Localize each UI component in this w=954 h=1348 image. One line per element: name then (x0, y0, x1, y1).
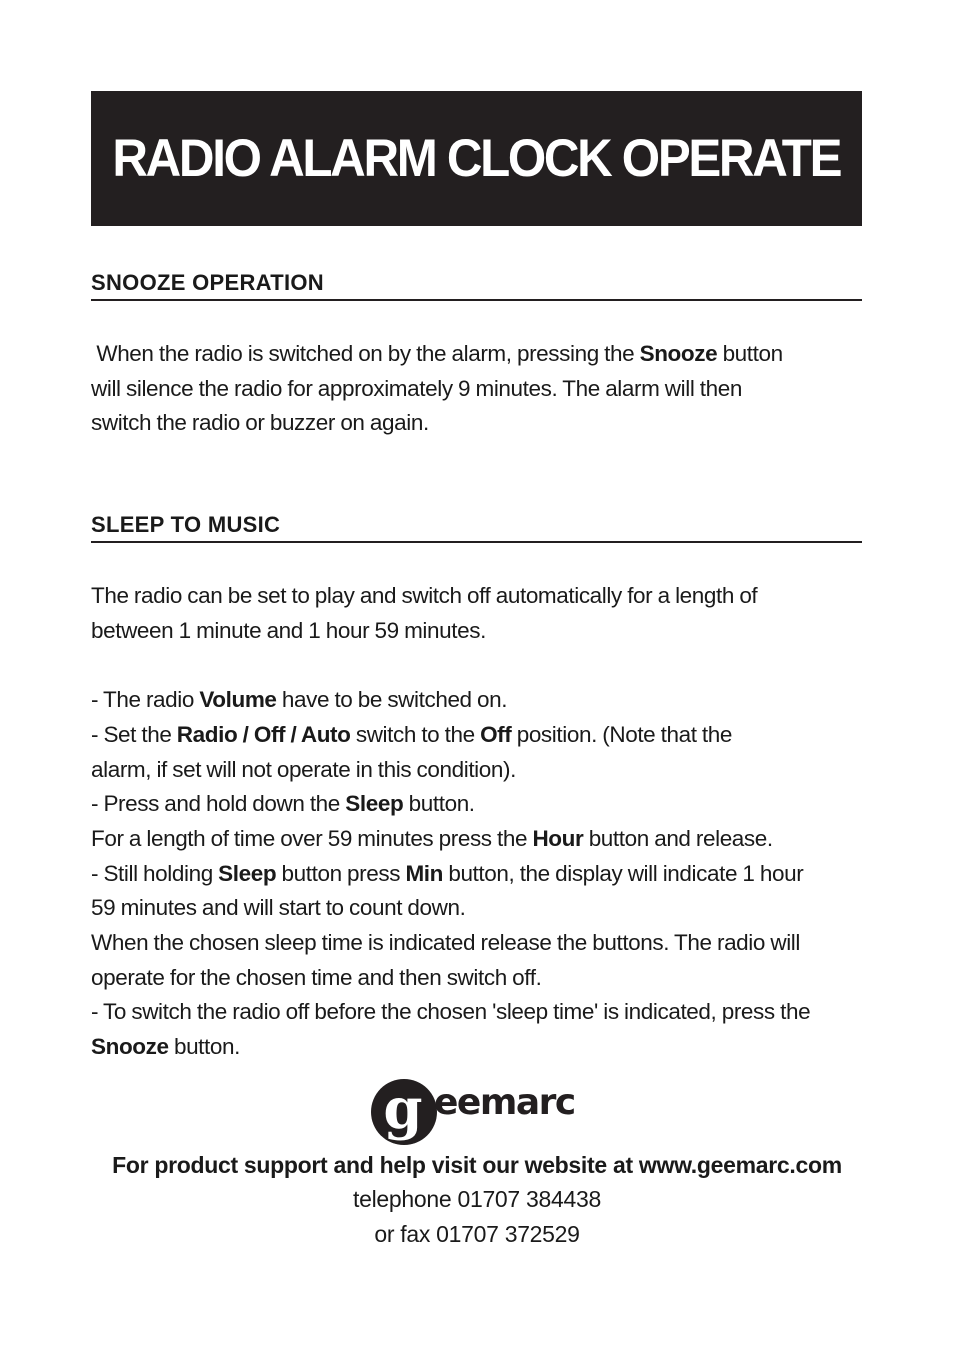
sleep-step-release: When the chosen sleep time is indicated release the buttons. The radio will (91, 930, 801, 956)
title-banner (91, 91, 862, 226)
snooze-body (91, 337, 881, 441)
fax-text: or fax 01707 372529 (374, 1221, 580, 1247)
sleep-intro-2: between 1 minute and 1 hour 59 minutes. (91, 617, 486, 643)
sleep-step-switch: - Set the Radio / Off / Auto switch to the Off position. (Note that the (91, 721, 732, 747)
page-title: RADIO ALARM CLOCK OPERATE (112, 129, 841, 188)
telephone-text: telephone 01707 384438 (353, 1186, 601, 1212)
sleep-step-switch-note: alarm, if set will not operate in this condition). (91, 756, 516, 782)
sleep-step-snooze: Snooze button. (91, 1034, 240, 1060)
logo-g: g (383, 1076, 423, 1142)
sleep-step-min: - Still holding Sleep button press Min button, the display will indicate 1 hour (91, 860, 804, 886)
sleep-step-volume: - The radio Volume have to be switched on. (91, 687, 508, 713)
section-heading-snooze: SNOOZE OPERATION (91, 270, 862, 301)
spacer (91, 648, 881, 683)
geemarc-logo (370, 1076, 600, 1148)
snooze-line-1: When the radio is switched on by the alarm, pressing the Snooze button (96, 341, 783, 366)
sleep-body (91, 579, 881, 1065)
sleep-step-hour: For a length of time over 59 minutes press the Hour button and release. (91, 825, 773, 851)
snooze-line-3: switch the radio or buzzer on again. (91, 410, 429, 436)
support-text: For product support and help visit our website at www.geemarc.com (112, 1152, 842, 1178)
sleep-step-off: - To switch the radio off before the chosen 'sleep time' is indicated, press the (91, 999, 811, 1025)
snooze-line-2: will silence the radio for approximately 9 minutes. The alarm will then (91, 375, 742, 401)
logo-wordmark: eemarc (434, 1082, 575, 1123)
sleep-step-hold: - Press and hold down the Sleep button. (91, 791, 475, 817)
sleep-step-count: 59 minutes and will start to count down. (91, 895, 466, 921)
section-heading-sleep: SLEEP TO MUSIC (91, 512, 862, 543)
sleep-step-operate: operate for the chosen time and then switch off. (91, 964, 542, 990)
sleep-intro-1: The radio can be set to play and switch off automatically for a length of (91, 583, 758, 608)
